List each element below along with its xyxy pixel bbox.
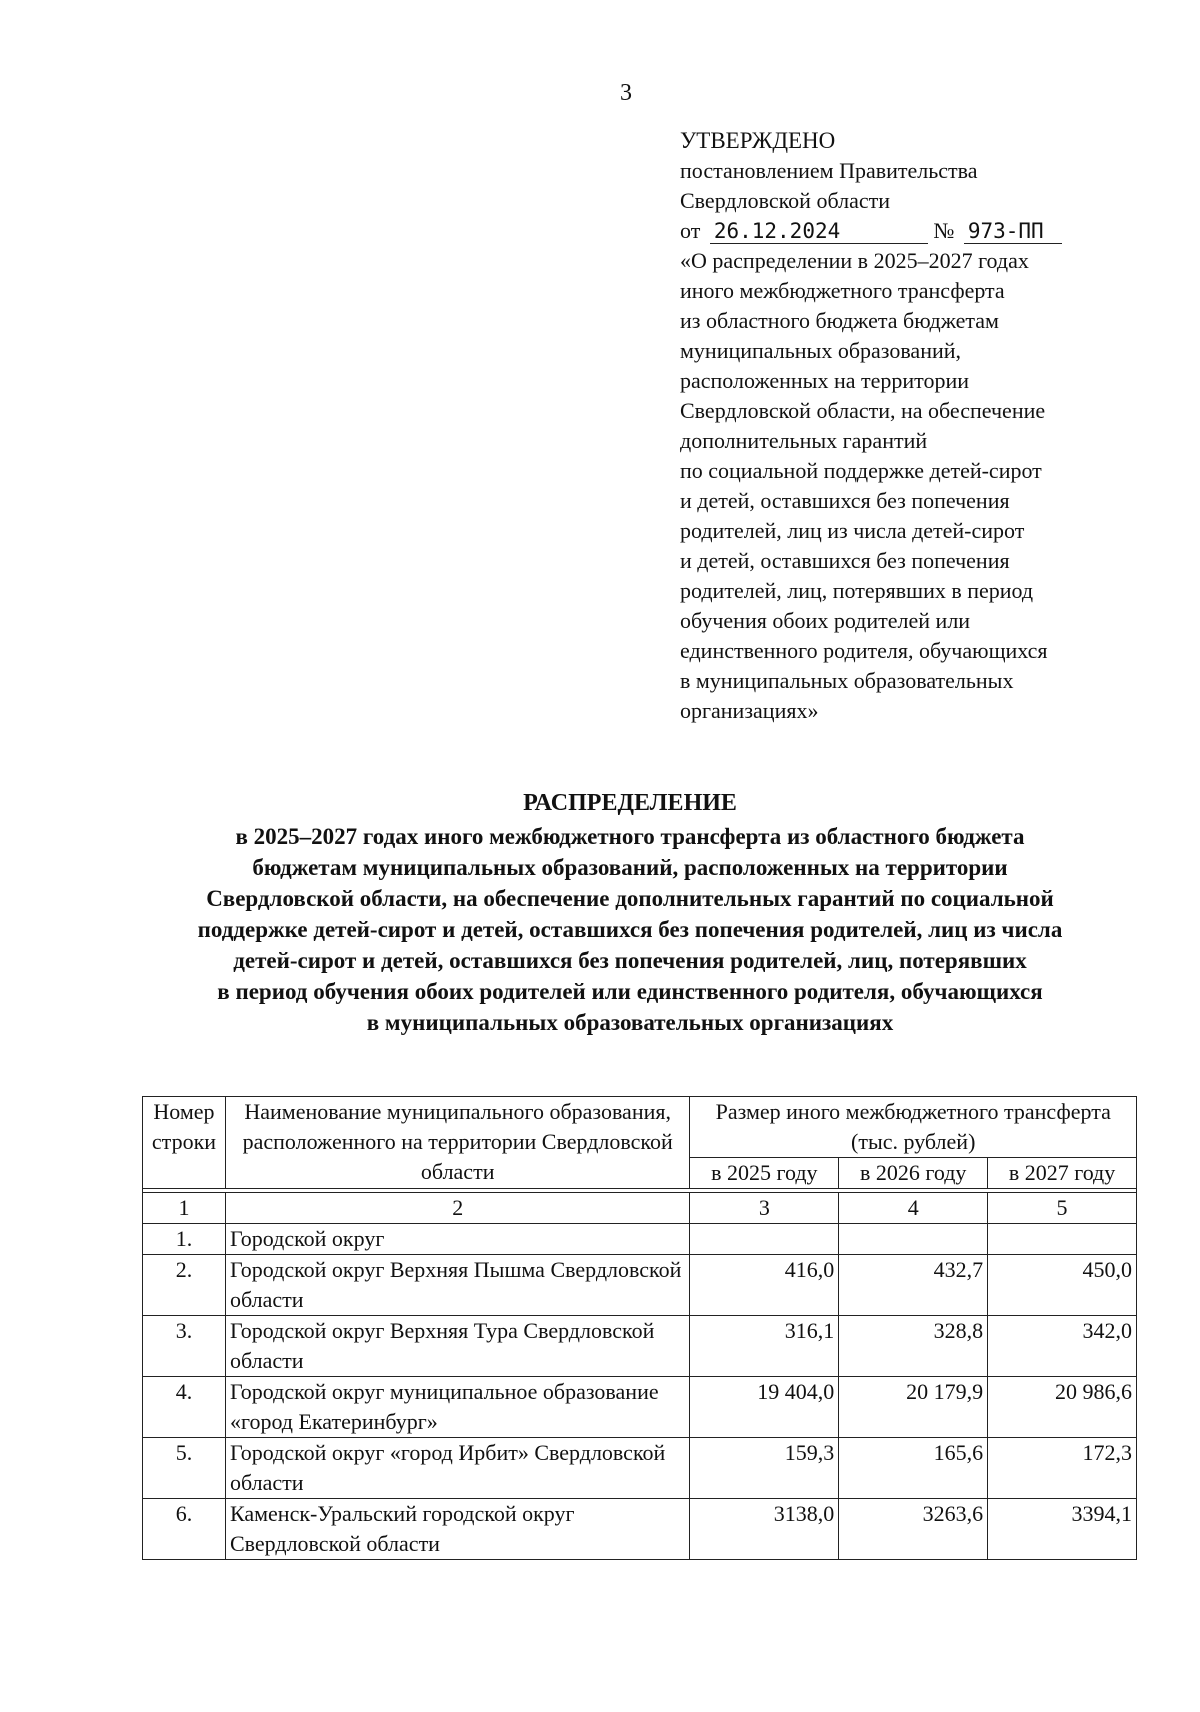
distribution-table <box>142 1096 1137 1560</box>
title-main: РАСПРЕДЕЛЕНИЕ <box>523 790 737 816</box>
title-subtitle <box>130 821 1130 1038</box>
approval-subject-line: организациях» <box>680 698 819 723</box>
municipality-name-cell: Каменск-Уральский городской округ Свердловской области <box>225 1499 689 1560</box>
amount-2026-cell: 3263,6 <box>839 1499 988 1560</box>
amount-2026-cell: 328,8 <box>839 1316 988 1377</box>
approval-subject-line: дополнительных гарантий <box>680 428 928 453</box>
municipality-name-cell: Городской округ <box>225 1224 689 1255</box>
approval-subject-line: родителей, лиц, потерявших в период <box>680 578 1034 603</box>
municipality-name-cell: Городской округ Верхняя Тура Свердловской области <box>225 1316 689 1377</box>
row-number-cell: 1. <box>143 1224 226 1255</box>
approval-subject-line: «О распределении в 2025–2027 годах <box>680 248 1029 273</box>
number-prefix: № <box>933 218 955 243</box>
approval-number: 973-ПП <box>964 219 1062 244</box>
amount-2027-cell: 342,0 <box>988 1316 1137 1377</box>
title-line: в период обучения обоих родителей или единственного родителя, обучающихся <box>217 979 1043 1004</box>
approval-line: постановлением Правительства <box>680 158 978 183</box>
amount-2025-cell: 159,3 <box>690 1438 839 1499</box>
amount-2027-cell: 450,0 <box>988 1255 1137 1316</box>
table-row <box>143 1316 1137 1377</box>
title-line: бюджетам муниципальных образований, расположенных на территории <box>252 855 1008 880</box>
header-row-number: Номер строки <box>143 1097 226 1189</box>
approval-subject-line: иного межбюджетного трансферта <box>680 278 1005 303</box>
column-index: 5 <box>988 1193 1137 1224</box>
amount-2025-cell: 416,0 <box>690 1255 839 1316</box>
approval-subject-line: в муниципальных образовательных <box>680 668 1014 693</box>
header-year-2026: в 2026 году <box>839 1158 988 1189</box>
approval-heading: УТВЕРЖДЕНО <box>680 128 836 153</box>
amount-2025-cell: 316,1 <box>690 1316 839 1377</box>
amount-2025-cell: 19 404,0 <box>690 1377 839 1438</box>
approval-subject-line: Свердловской области, на обеспечение <box>680 398 1046 423</box>
approval-subject-line: расположенных на территории <box>680 368 970 393</box>
amount-2026-cell <box>839 1224 988 1255</box>
title-line: поддержке детей-сирот и детей, оставшихся без попечения родителей, лиц из числа <box>197 917 1063 942</box>
column-index: 2 <box>225 1193 689 1224</box>
municipality-name-cell: Городской округ «город Ирбит» Свердловской области <box>225 1438 689 1499</box>
row-number-cell: 6. <box>143 1499 226 1560</box>
date-prefix: от <box>680 218 701 243</box>
document-title <box>130 788 1130 1038</box>
table-row <box>143 1377 1137 1438</box>
approval-subject-line: муниципальных образований, <box>680 338 962 363</box>
approval-subject-line: и детей, оставшихся без попечения <box>680 548 1010 573</box>
row-number-cell: 4. <box>143 1377 226 1438</box>
amount-2025-cell <box>690 1224 839 1255</box>
title-line: в 2025–2027 годах иного межбюджетного трансферта из областного бюджета <box>235 824 1025 849</box>
column-index-row <box>143 1193 1137 1224</box>
header-name: Наименование муниципального образования, расположенного на территории Свердловской области <box>225 1097 689 1189</box>
header-year-2027: в 2027 году <box>988 1158 1137 1189</box>
approval-subject-line: из областного бюджета бюджетам <box>680 308 999 333</box>
approval-subject-line: родителей, лиц из числа детей-сирот <box>680 518 1025 543</box>
municipality-name-cell: Городской округ муниципальное образование «город Екатеринбург» <box>225 1377 689 1438</box>
table-row <box>143 1224 1137 1255</box>
header-year-2025: в 2025 году <box>690 1158 839 1189</box>
row-number-cell: 3. <box>143 1316 226 1377</box>
amount-2027-cell: 20 986,6 <box>988 1377 1137 1438</box>
row-number-cell: 5. <box>143 1438 226 1499</box>
table-row <box>143 1255 1137 1316</box>
amount-2027-cell <box>988 1224 1137 1255</box>
title-line: Свердловской области, на обеспечение дополнительных гарантий по социальной <box>206 886 1054 911</box>
title-line: в муниципальных образовательных организациях <box>366 1010 894 1035</box>
row-number-cell: 2. <box>143 1255 226 1316</box>
title-line: детей-сирот и детей, оставшихся без попечения родителей, лиц, потерявших <box>233 948 1027 973</box>
amount-2027-cell: 3394,1 <box>988 1499 1137 1560</box>
approval-subject-line: по социальной поддержке детей-сирот <box>680 458 1042 483</box>
amount-2026-cell: 20 179,9 <box>839 1377 988 1438</box>
amount-2026-cell: 432,7 <box>839 1255 988 1316</box>
amount-2026-cell: 165,6 <box>839 1438 988 1499</box>
approval-block <box>680 126 1150 726</box>
approval-line: Свердловской области <box>680 188 890 213</box>
column-index: 1 <box>143 1193 226 1224</box>
approval-subject-line: единственного родителя, обучающихся <box>680 638 1048 663</box>
approval-subject-line: обучения обоих родителей или <box>680 608 971 633</box>
amount-2027-cell: 172,3 <box>988 1438 1137 1499</box>
approval-date-number <box>680 216 1150 246</box>
column-index: 4 <box>839 1193 988 1224</box>
page-number: 3 <box>620 80 632 106</box>
table-row <box>143 1438 1137 1499</box>
header-amount-group: Размер иного межбюджетного трансферта (тыс. рублей) <box>690 1097 1137 1158</box>
approval-subject <box>680 246 1150 726</box>
amount-2025-cell: 3138,0 <box>690 1499 839 1560</box>
column-index: 3 <box>690 1193 839 1224</box>
approval-date: 26.12.2024 <box>710 219 928 244</box>
table-row <box>143 1499 1137 1560</box>
municipality-name-cell: Городской округ Верхняя Пышма Свердловской области <box>225 1255 689 1316</box>
approval-subject-line: и детей, оставшихся без попечения <box>680 488 1010 513</box>
